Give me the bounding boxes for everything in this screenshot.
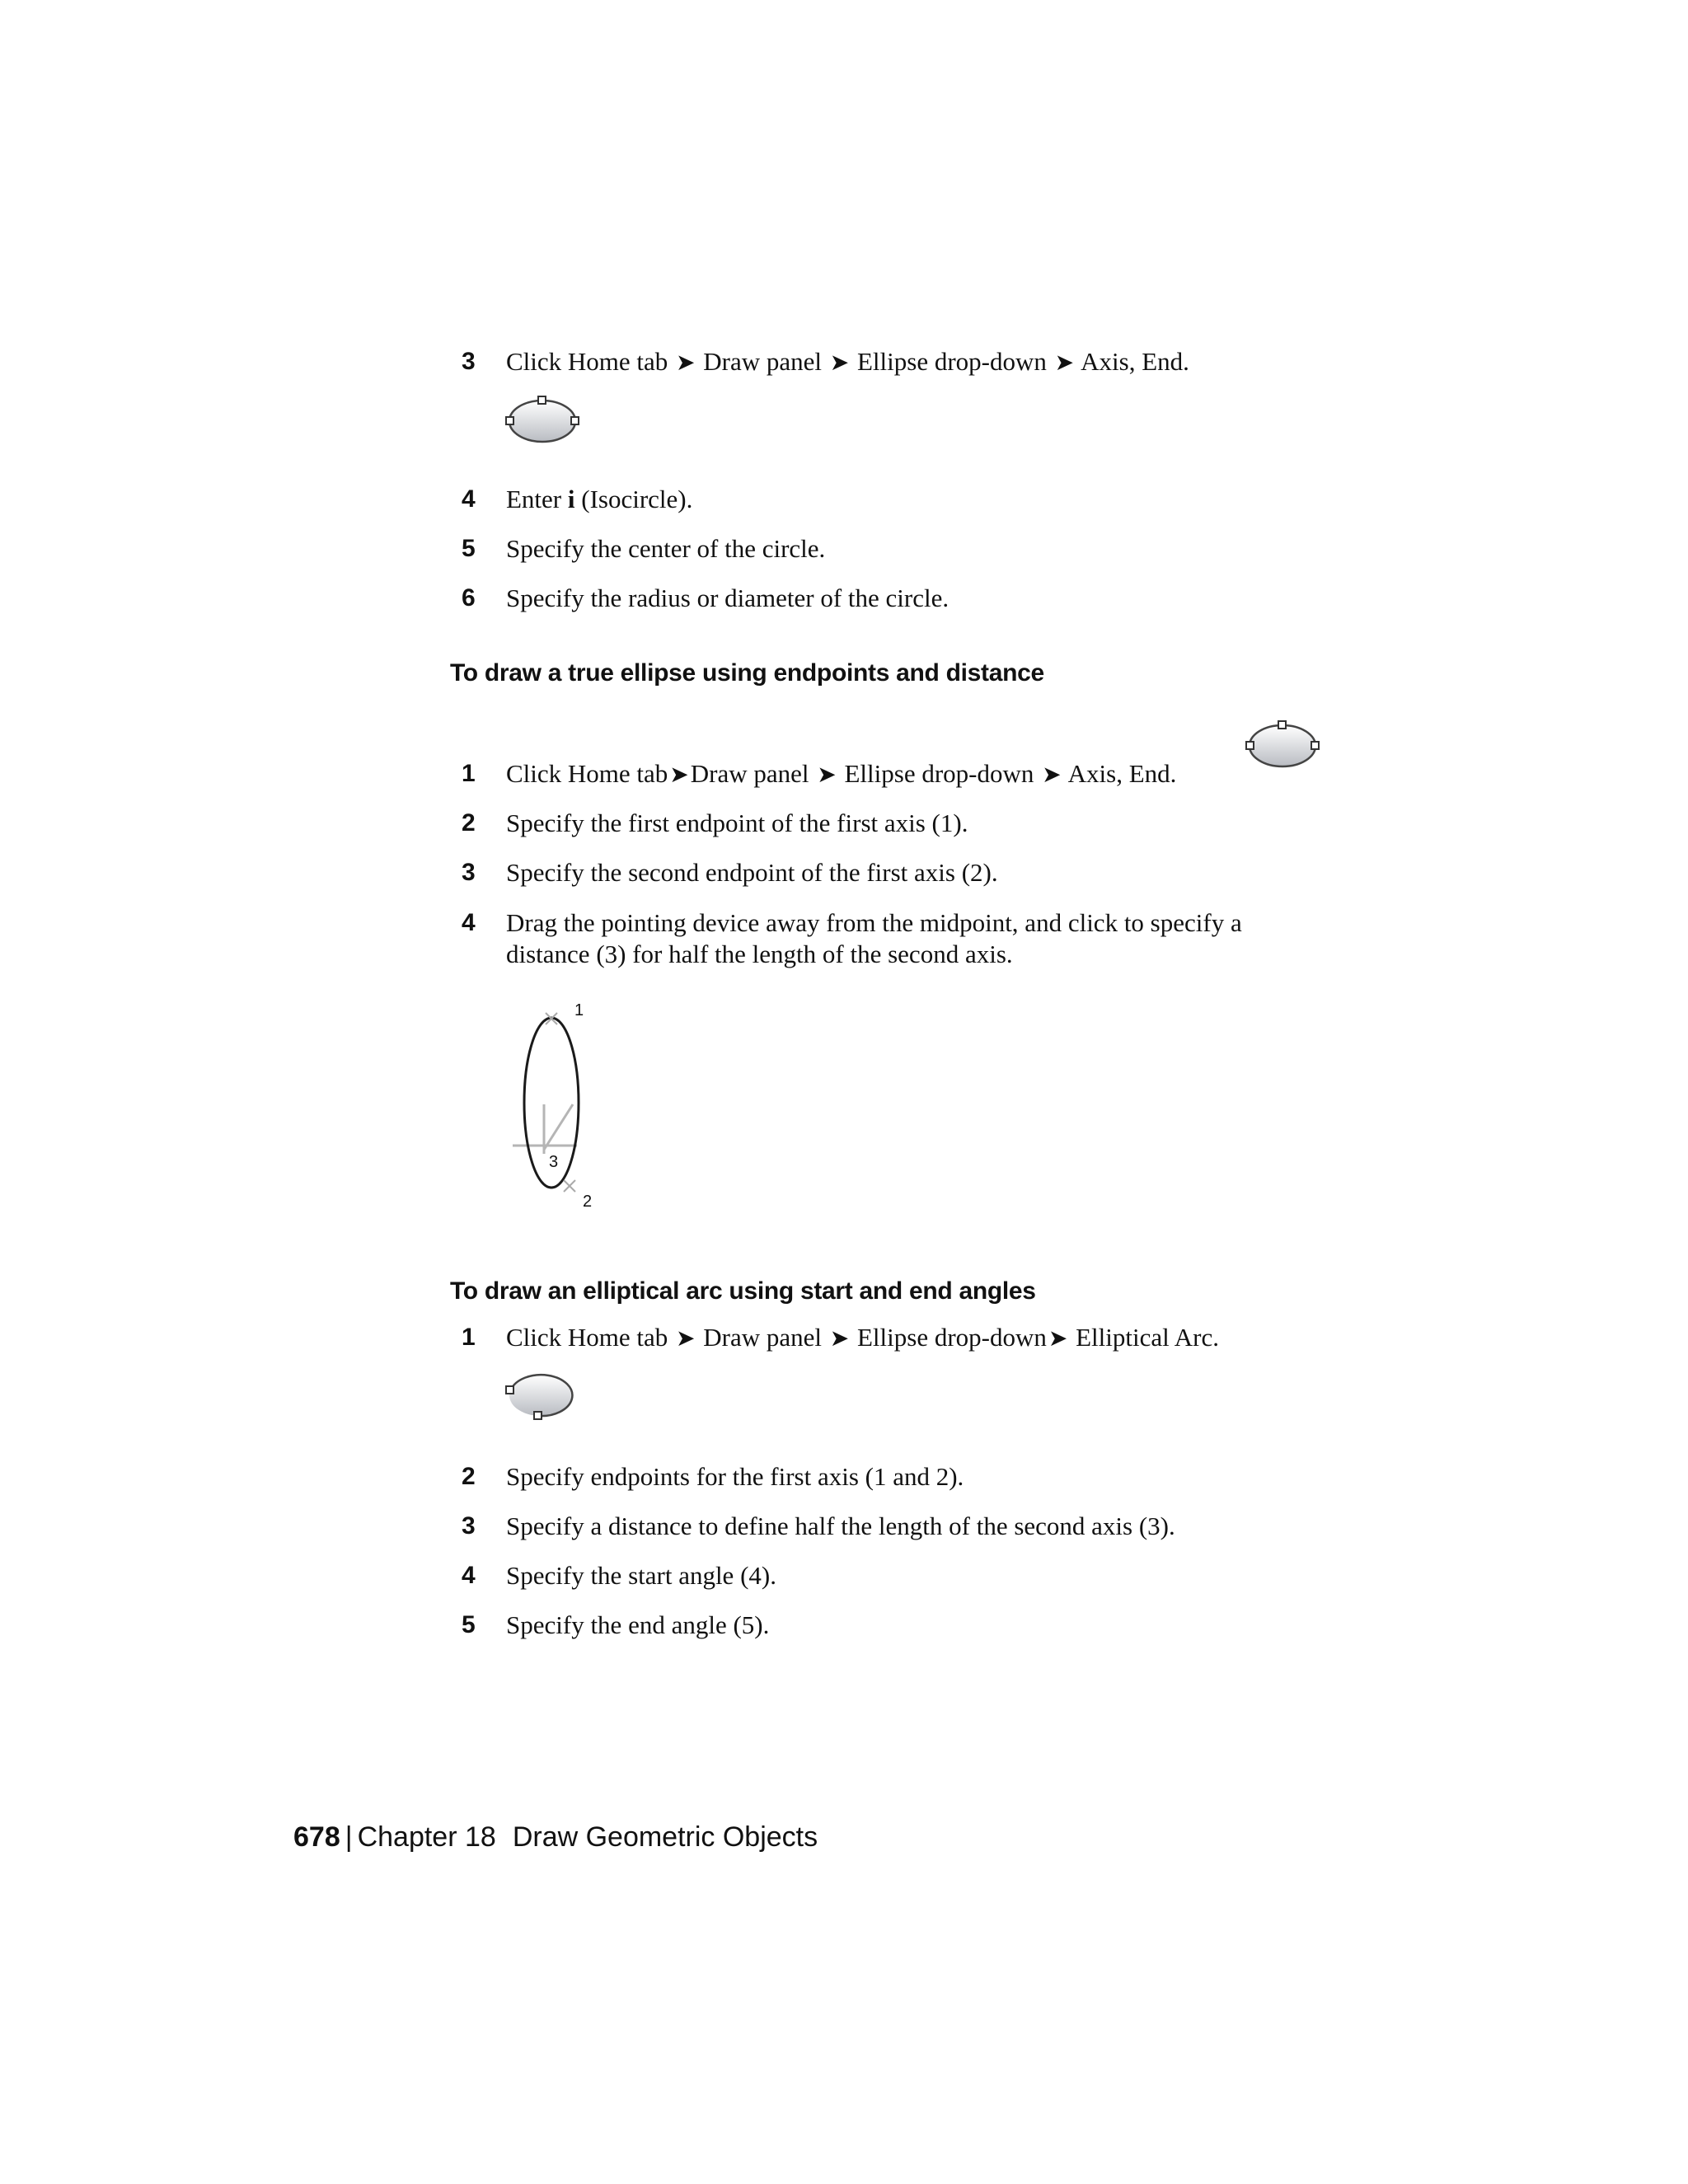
step-text-line-1: Drag the pointing device away from the midpoint, and click to specify a	[506, 908, 1242, 937]
arrow-icon: ➤	[817, 762, 837, 788]
command-option: i	[567, 485, 575, 513]
arrow-icon: ➤	[829, 350, 850, 376]
arrow-icon: ➤	[676, 1326, 696, 1352]
step-number: 5	[462, 1611, 476, 1638]
menu-path-axis-end: Axis, End.	[1067, 759, 1177, 788]
page-footer	[293, 1821, 818, 1854]
step-number: 3	[462, 1512, 476, 1540]
figure-label-1: 1	[574, 1001, 584, 1019]
menu-path-axis-end: Axis, End.	[1081, 347, 1189, 376]
step-text: Specify the radius or diameter of the circle.	[506, 583, 950, 612]
menu-path-home-tab: Click Home tab	[506, 1323, 668, 1352]
chapter-title: Draw Geometric Objects	[512, 1821, 818, 1853]
arrow-icon: ➤	[669, 762, 689, 788]
step-text: Specify the first endpoint of the first axis (1).	[506, 808, 968, 837]
arrow-icon: ➤	[1054, 350, 1075, 376]
menu-path-ellipse-dropdown: Ellipse drop-down	[856, 347, 1047, 376]
ellipse-endpoints-figure	[495, 997, 626, 1216]
construction-lines	[513, 1104, 577, 1154]
arrow-icon: ➤	[1042, 762, 1062, 788]
menu-path-home-tab: Click Home tab	[506, 347, 668, 376]
menu-path-ellipse-dropdown: Ellipse drop-down	[856, 1323, 1047, 1352]
step-text-post: (Isocircle).	[574, 485, 693, 513]
step-number: 3	[462, 348, 476, 375]
menu-path-ellipse-dropdown: Ellipse drop-down	[844, 759, 1034, 788]
step-number: 3	[462, 859, 476, 886]
step-text: Specify the second endpoint of the first axis (2).	[506, 858, 998, 887]
ellipse-axis-end-icon	[504, 394, 580, 448]
menu-path-draw-panel: Draw panel	[690, 759, 809, 788]
figure-label-2: 2	[583, 1193, 593, 1211]
step-text: Specify the start angle (4).	[506, 1561, 776, 1590]
step-text	[506, 484, 1368, 515]
step-number: 2	[462, 1463, 476, 1490]
step-text-line-2: distance (3) for half the length of the second axis.	[506, 940, 1013, 968]
elliptical-arc-icon	[501, 1368, 577, 1424]
section-heading-true-ellipse: To draw a true ellipse using endpoints and distance	[450, 659, 1044, 687]
chapter-label: Chapter 18	[357, 1821, 496, 1853]
menu-path-home-tab: Click Home tab	[506, 759, 668, 788]
step-text: Specify a distance to define half the length of the second axis (3).	[506, 1511, 1175, 1540]
step-number: 6	[462, 584, 476, 612]
step-text	[506, 1322, 1368, 1355]
step-number: 1	[462, 760, 476, 787]
figure-label-3: 3	[549, 1153, 559, 1171]
arrow-icon: ➤	[1048, 1326, 1068, 1352]
step-number: 4	[462, 909, 476, 936]
endpoint-marker-2	[564, 1180, 575, 1192]
step-number: 2	[462, 809, 476, 837]
menu-path-draw-panel: Draw panel	[703, 1323, 823, 1352]
step-number: 1	[462, 1324, 476, 1351]
step-text-pre: Enter	[506, 485, 568, 513]
step-text	[506, 907, 1368, 970]
step-text: Specify the end angle (5).	[506, 1610, 770, 1639]
page-number: 678	[293, 1821, 340, 1853]
footer-separator: |	[345, 1821, 353, 1853]
step-number: 4	[462, 485, 476, 513]
step-number: 4	[462, 1562, 476, 1589]
step-text	[506, 346, 1368, 379]
arrow-icon: ➤	[829, 1326, 850, 1352]
section-heading-elliptical-arc: To draw an elliptical arc using start and end angles	[450, 1277, 1036, 1305]
menu-path-draw-panel: Draw panel	[703, 347, 823, 376]
arrow-icon: ➤	[676, 350, 696, 376]
step-number: 5	[462, 535, 476, 562]
menu-path-elliptical-arc: Elliptical Arc.	[1076, 1323, 1219, 1352]
step-text: Specify the center of the circle.	[506, 534, 826, 563]
step-text	[506, 758, 1368, 791]
step-text: Specify endpoints for the first axis (1 and 2).	[506, 1462, 964, 1491]
